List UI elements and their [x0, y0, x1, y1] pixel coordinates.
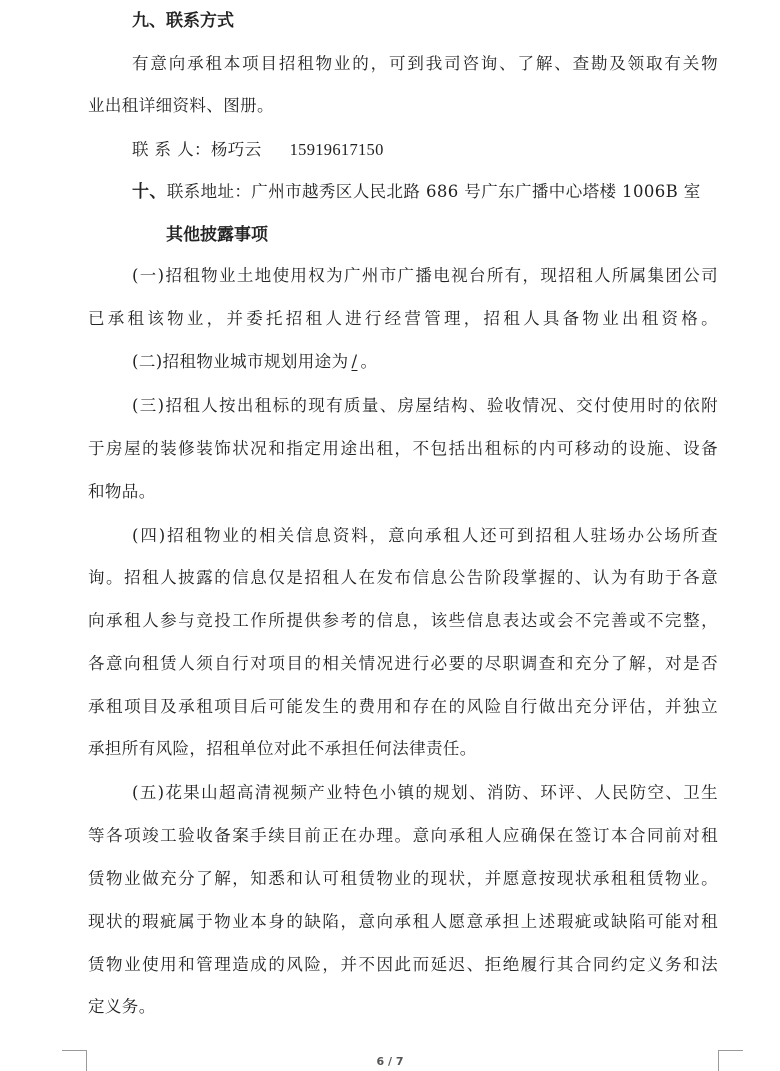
page-corner-mark-right	[718, 1050, 743, 1071]
disclosure-item4-line-2: 询。招租人披露的信息仅是招租人在发布信息公告阶段掌握的、认为有助于各意	[88, 568, 718, 587]
disclosure-item4-line-6: 承担所有风险，招租单位对此不承担任何法律责任。	[88, 739, 477, 758]
disclosure-item5-line-3: 赁物业做充分了解，知悉和认可租赁物业的现状，并愿意按现状承租租赁物业。	[88, 869, 718, 888]
page-corner-mark-left	[62, 1050, 87, 1071]
disclosure-item1-line-2: 已承租该物业，并委托招租人进行经营管理，招租人具备物业出租资格。	[88, 309, 718, 328]
disclosure-item3-line-3: 和物品。	[88, 482, 156, 501]
disclosure-item2-suffix: 。	[360, 352, 378, 371]
contact-address-line	[132, 180, 718, 204]
page-number: 6 / 7	[376, 1055, 404, 1068]
planning-use-value: /	[351, 352, 358, 371]
disclosure-item4-line-3: 向承租人参与竞投工作所提供参考的信息，该些信息表达或会不完善或不完整，	[88, 611, 718, 630]
section-heading-disclosure: 其他披露事项	[166, 225, 268, 245]
disclosure-item5-line-5: 赁物业使用和管理造成的风险，并不因此而延迟、拒绝履行其合同约定义务和法	[88, 955, 718, 974]
disclosure-item4-line-4: 各意向租赁人须自行对项目的相关情况进行必要的尽职调查和充分了解，对是否	[88, 654, 718, 673]
contact-paragraph-line-1: 有意向承租本项目招租物业的，可到我司咨询、了解、查勘及领取有关物	[132, 54, 718, 73]
disclosure-item5-line-4: 现状的瑕疵属于物业本身的缺陷，意向承租人愿意承担上述瑕疵或缺陷可能对租	[88, 912, 718, 931]
disclosure-item4-line-5: 承租项目及承租项目后可能发生的费用和存在的风险自行做出充分评估，并独立	[88, 697, 718, 716]
disclosure-item1-line-1: (一)招租物业土地使用权为广州市广播电视台所有，现招租人所属集团公司	[132, 266, 718, 285]
contact-person-label: 联 系 人：杨巧云	[132, 140, 262, 159]
disclosure-item2-line	[132, 350, 718, 374]
disclosure-item5-line-6: 定义务。	[88, 997, 156, 1016]
disclosure-item4-line-1: (四)招租物业的相关信息资料，意向承租人还可到招租人驻场办公场所查	[132, 526, 718, 545]
contact-person-line	[132, 138, 718, 162]
disclosure-item5-line-1: (五)花果山超高清视频产业特色小镇的规划、消防、环评、人民防空、卫生	[132, 783, 718, 802]
contact-phone: 15919617150	[289, 140, 384, 159]
section-heading-contact: 九、联系方式	[132, 11, 234, 31]
contact-paragraph-line-2: 业出租详细资料、图册。	[88, 96, 274, 115]
disclosure-item2-prefix: (二)招租物业城市规划用途为	[132, 352, 349, 371]
disclosure-item3-line-1: (三)招租人按出租标的现有质量、房屋结构、验收情况、交付使用时的依附	[132, 396, 718, 415]
contact-address: 联系地址：广州市越秀区人民北路 686 号广东广播中心塔楼 1006B 室	[166, 182, 701, 201]
disclosure-item3-line-2: 于房屋的装修装饰状况和指定用途出租，不包括出租标的内可移动的设施、设备	[88, 439, 718, 458]
section-numeral-ten: 十、	[132, 182, 167, 202]
disclosure-item5-line-2: 等各项竣工验收备案手续目前正在办理。意向承租人应确保在签订本合同前对租	[88, 826, 718, 845]
